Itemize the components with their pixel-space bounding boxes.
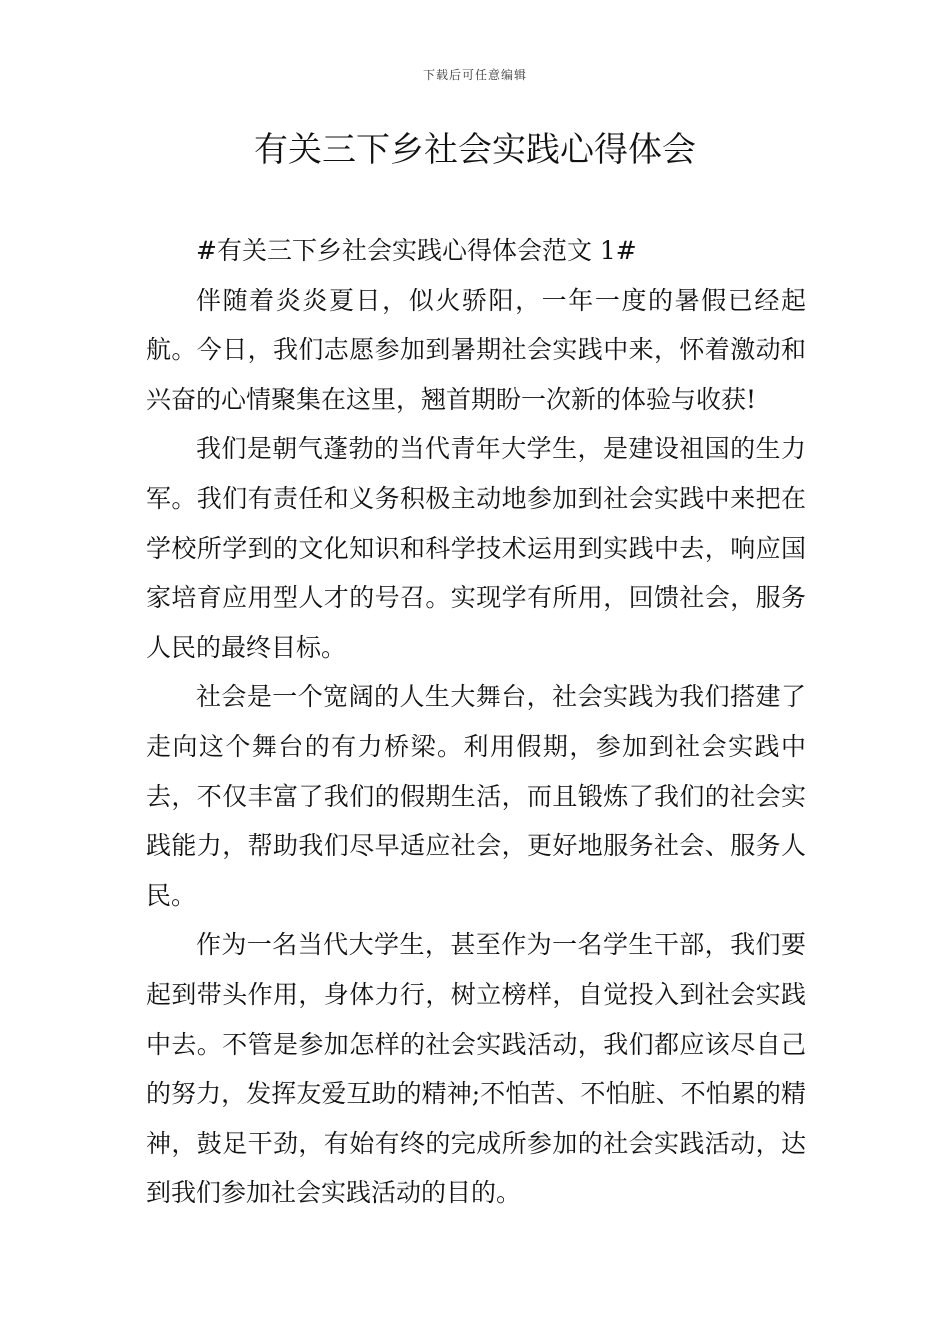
section-heading: #有关三下乡社会实践心得体会范文 1#	[196, 236, 637, 265]
paragraph-2: 我们是朝气蓬勃的当代青年大学生，是建设祖国的生力军。我们有责任和义务积极主动地参加到社会实践中来把在学校所学到的文化知识和科学技术运用到实践中去，响应国家培育应用型人才的号召。实现学有所用，回馈社会，服务人民的最终目标。	[146, 434, 806, 662]
document-body	[146, 226, 806, 1218]
paragraph-4: 作为一名当代大学生，甚至作为一名学生干部，我们要起到带头作用，身体力行，树立榜样，自觉投入到社会实践中去。不管是参加怎样的社会实践活动，我们都应该尽自己的努力，发挥友爱互助的精神;不怕苦、不怕脏、不怕累的精神，鼓足干劲，有始有终的完成所参加的社会实践活动，达到我们参加社会实践活动的目的。	[146, 930, 806, 1208]
paragraph-3: 社会是一个宽阔的人生大舞台，社会实践为我们搭建了走向这个舞台的有力桥梁。利用假期，参加到社会实践中去，不仅丰富了我们的假期生活，而且锻炼了我们的社会实践能力，帮助我们尽早适应社会，更好地服务社会、服务人民。	[146, 682, 806, 910]
header-note: 下载后可任意编辑	[422, 68, 527, 82]
paragraph-1: 伴随着炎炎夏日，似火骄阳，一年一度的暑假已经起航。今日，我们志愿参加到暑期社会实践中来，怀着激动和兴奋的心情聚集在这里，翘首期盼一次新的体验与收获!	[146, 285, 806, 414]
document-title: 有关三下乡社会实践心得体会	[254, 130, 696, 170]
